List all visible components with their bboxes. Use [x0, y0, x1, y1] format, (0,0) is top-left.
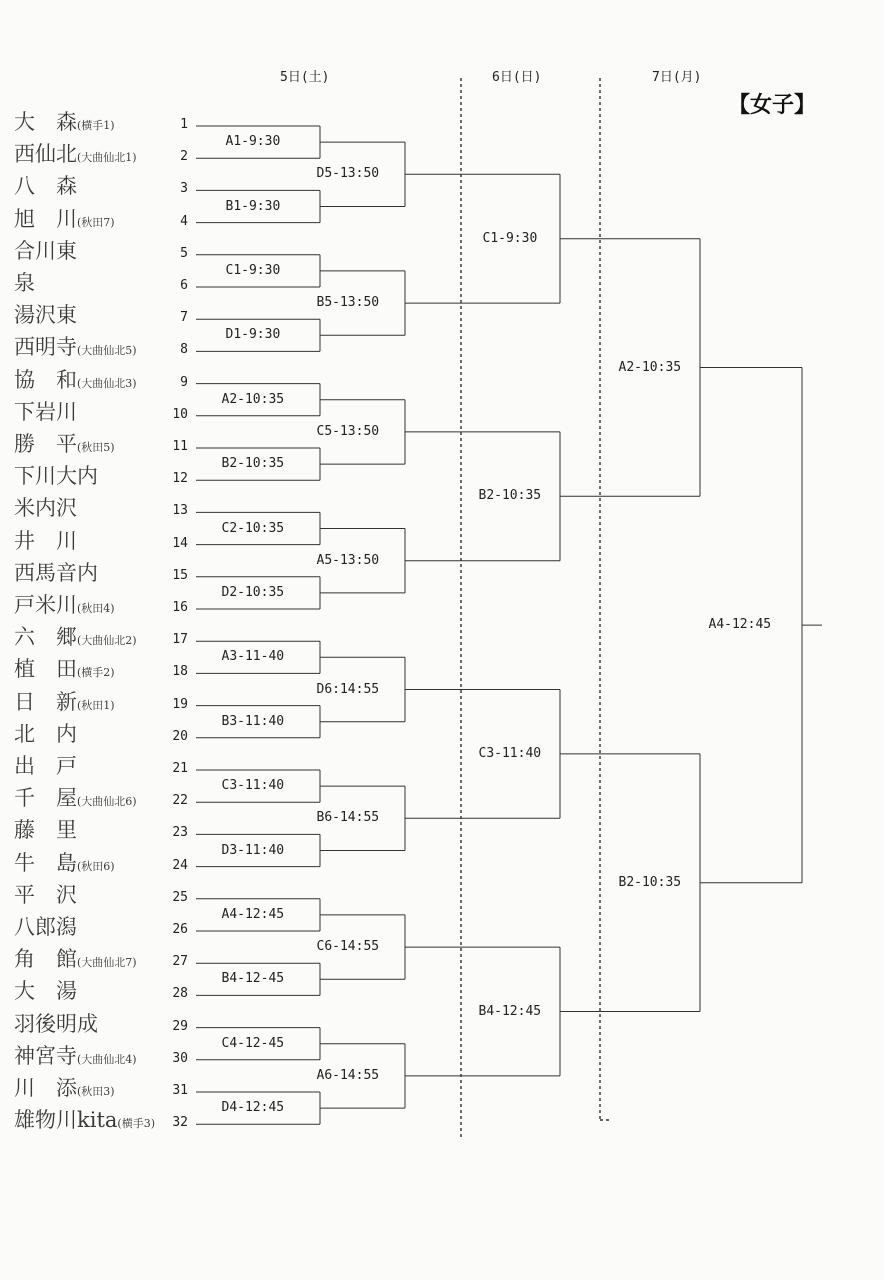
team-district-note: (秋田7): [77, 215, 115, 229]
team-district-note: (秋田4): [77, 602, 115, 615]
team-label: 西馬音内: [14, 560, 98, 585]
team-label: 川 添: [14, 1076, 77, 1100]
team-name: [14, 947, 174, 975]
team-label: 日 新: [14, 689, 77, 714]
team-label: 神宮寺: [14, 1043, 77, 1068]
match-time-label: C4-12-45: [221, 1035, 285, 1051]
team-label: 牛 島: [14, 850, 77, 875]
team-name: [14, 110, 174, 138]
match-time-label: B4-12:45: [478, 1003, 542, 1019]
day-header-7: 7日(月): [652, 70, 702, 85]
seed-number: 16: [172, 600, 188, 615]
seed-number: 30: [172, 1050, 188, 1066]
seed-number: 14: [172, 535, 188, 551]
match-time-label: A6-14:55: [316, 1067, 380, 1083]
seed-number: 9: [180, 374, 188, 390]
seed-number: 21: [172, 761, 188, 776]
team-label: 泉: [14, 271, 35, 295]
team-name: [14, 1012, 174, 1036]
seed-number: 4: [180, 213, 188, 229]
team-name: [14, 432, 174, 460]
team-name: [14, 690, 174, 718]
team-label: 下岩川: [14, 399, 77, 424]
seed-number: 25: [172, 889, 188, 905]
match-time-label: B4-12-45: [221, 971, 285, 987]
team-district-note: (秋田6): [77, 859, 115, 873]
team-label: 西明寺: [14, 335, 77, 360]
match-time-label: B5-13:50: [316, 295, 380, 311]
team-district-note: (横手2): [77, 666, 115, 680]
team-district-note: (大曲仙北7): [77, 956, 137, 970]
team-label: 六 郷: [14, 625, 77, 650]
day-header-5: 5日(土): [280, 70, 330, 85]
team-name: [14, 722, 174, 746]
seed-number: 7: [180, 310, 188, 326]
seed-number: 32: [172, 1115, 188, 1131]
team-label: 下川大内: [14, 464, 98, 489]
team-district-note: (秋田3): [77, 1085, 115, 1098]
seed-number: 18: [172, 664, 188, 680]
team-district-note: (大曲仙北5): [77, 344, 137, 358]
team-district-note: (大曲仙北6): [77, 795, 137, 809]
team-label: 羽後明成: [14, 1011, 98, 1036]
seed-number: 10: [172, 406, 188, 422]
match-time-label: A3-11-40: [221, 649, 285, 665]
seed-number: 11: [172, 439, 188, 454]
match-time-label: B1-9:30: [225, 198, 281, 214]
team-name: [14, 239, 174, 263]
day-header-6: 6日(日): [492, 70, 542, 85]
seed-number: 1: [180, 117, 188, 132]
team-label: 八郎潟: [14, 915, 77, 939]
team-name: [14, 496, 174, 520]
team-name: [14, 400, 174, 424]
team-name: [14, 271, 174, 295]
category-label: 【女子】: [728, 93, 817, 118]
team-district-note: (横手3): [117, 1117, 155, 1131]
team-name: [14, 818, 174, 842]
match-time-label: D1-9:30: [225, 327, 281, 343]
seed-number: 26: [172, 922, 188, 937]
match-time-label: A5-13:50: [316, 552, 380, 568]
team-name: [14, 561, 174, 585]
team-label: 戸米川: [14, 593, 77, 617]
match-time-label: B2-10:35: [478, 488, 542, 504]
team-name: [14, 207, 174, 235]
seed-number: 22: [172, 793, 188, 809]
match-time-label: C1-9:30: [482, 230, 538, 246]
match-time-label: C2-10:35: [221, 520, 285, 536]
seed-number: 29: [172, 1018, 188, 1034]
team-label: 角 館: [14, 947, 77, 972]
seed-number: 6: [180, 278, 188, 293]
match-time-label: A2-10:35: [618, 359, 682, 375]
seed-number: 8: [180, 342, 188, 358]
match-time-label: C1-9:30: [225, 262, 281, 278]
match-time-label: B2-10:35: [221, 456, 285, 472]
seed-number: 27: [172, 954, 188, 970]
seed-number: 15: [172, 567, 188, 583]
match-time-label: B3-11:40: [221, 713, 285, 729]
match-time-label: D6:14:55: [316, 681, 380, 697]
team-label: 協 和: [14, 367, 77, 392]
team-label: 勝 平: [14, 432, 77, 456]
match-time-label: C3-11:40: [221, 778, 285, 794]
team-district-note: (大曲仙北1): [77, 151, 137, 165]
team-label: 米内沢: [14, 496, 77, 521]
seed-number: 24: [172, 857, 188, 873]
seed-number: 12: [172, 471, 188, 487]
team-label: 井 川: [14, 528, 77, 553]
team-name: [14, 1108, 174, 1136]
team-label: 平 沢: [14, 882, 77, 907]
team-name: [14, 915, 174, 939]
team-label: 藤 里: [14, 818, 77, 843]
team-name: [14, 1044, 174, 1072]
match-time-label: A4-12:45: [708, 617, 772, 633]
seed-number: 2: [180, 149, 188, 165]
match-time-label: D4-12:45: [221, 1100, 285, 1116]
match-time-label: A4-12:45: [221, 906, 285, 922]
team-name: [14, 529, 174, 553]
team-label: 植 田: [14, 657, 77, 682]
match-time-label: D5-13:50: [316, 166, 380, 182]
match-time-label: B6-14:55: [316, 810, 380, 826]
team-name: [14, 368, 174, 396]
team-district-note: (横手1): [77, 119, 115, 132]
team-label: 八 森: [14, 174, 77, 199]
team-district-note: (秋田1): [77, 698, 115, 712]
team-label: 合川東: [14, 238, 77, 263]
team-label: 大 森: [14, 110, 77, 134]
team-label: 千 屋: [14, 786, 77, 811]
team-name: [14, 851, 174, 879]
team-name: [14, 303, 174, 327]
seed-number: 28: [172, 986, 188, 1002]
team-district-note: (大曲仙北2): [77, 634, 137, 648]
match-time-label: C3-11:40: [478, 745, 542, 761]
seed-number: 13: [172, 503, 188, 519]
team-name: [14, 142, 174, 170]
match-time-label: A1-9:30: [225, 134, 281, 150]
team-label: 旭 川: [14, 206, 77, 231]
team-label: 北 内: [14, 721, 77, 746]
seed-number: 3: [180, 181, 188, 197]
seed-number: 5: [180, 245, 188, 261]
team-name: [14, 625, 174, 653]
seed-number: 20: [172, 728, 188, 744]
match-time-label: C6-14:55: [316, 939, 380, 955]
team-label: 大 湯: [14, 979, 77, 1004]
seed-number: 31: [172, 1083, 188, 1098]
match-time-label: D2-10:35: [221, 584, 285, 600]
team-name: [14, 1076, 174, 1104]
team-label: 湯沢東: [14, 303, 77, 328]
match-time-label: D3-11:40: [221, 842, 285, 858]
team-name: [14, 786, 174, 814]
team-name: [14, 335, 174, 363]
team-name: [14, 174, 174, 198]
match-time-label: B2-10:35: [618, 874, 682, 890]
team-district-note: (大曲仙北3): [77, 376, 137, 390]
team-label: 出 戸: [14, 754, 77, 778]
team-name: [14, 754, 174, 778]
team-label: 西仙北: [14, 142, 77, 167]
seed-number: 23: [172, 825, 188, 841]
seed-number: 19: [172, 696, 188, 712]
team-label: 雄物川kita: [14, 1108, 118, 1133]
team-name: [14, 883, 174, 907]
team-name: [14, 979, 174, 1003]
seed-number: 17: [172, 632, 188, 648]
match-time-label: C5-13:50: [316, 423, 380, 439]
team-name: [14, 593, 174, 621]
team-district-note: (秋田5): [77, 441, 115, 454]
match-time-label: A2-10:35: [221, 391, 285, 407]
team-name: [14, 657, 174, 685]
team-name: [14, 464, 174, 488]
team-district-note: (大曲仙北4): [77, 1052, 137, 1066]
